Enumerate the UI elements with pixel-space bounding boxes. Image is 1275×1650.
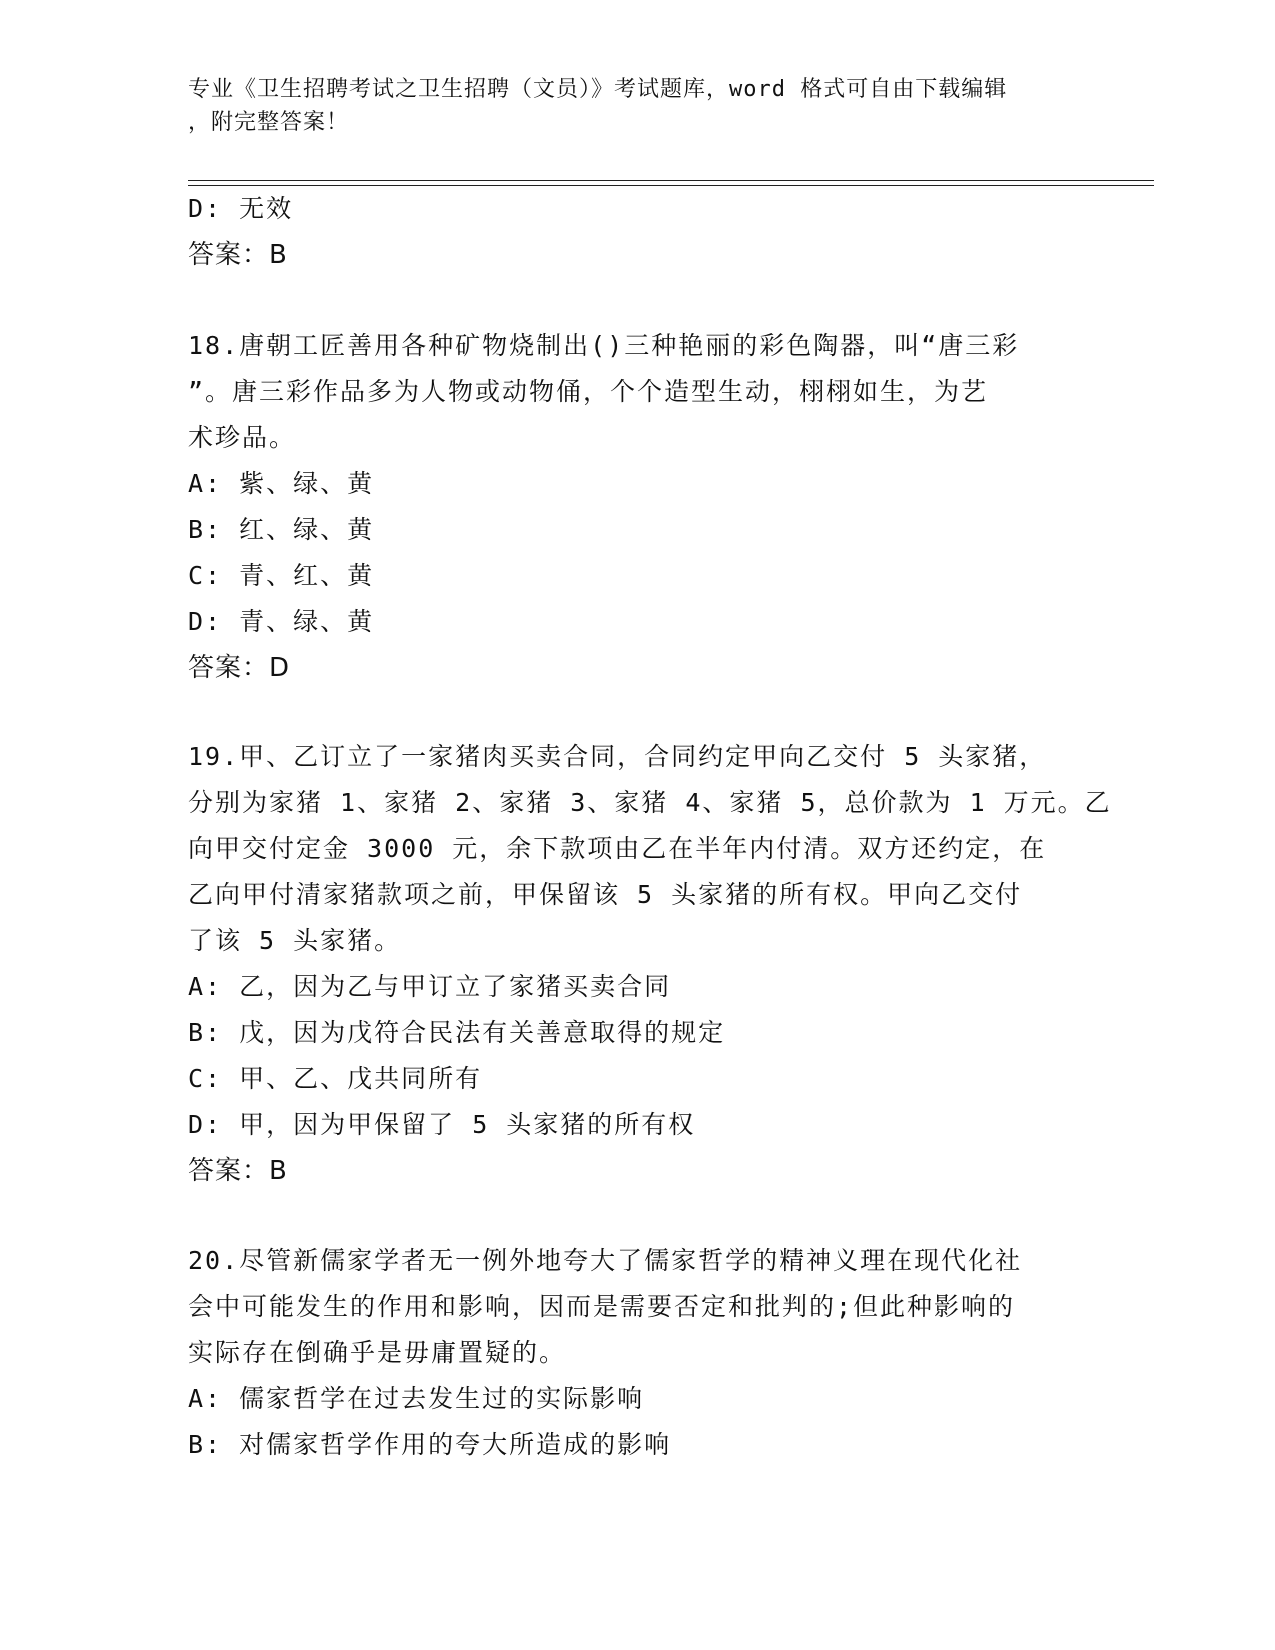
option-b: B: 红、绿、黄 xyxy=(188,515,375,544)
question-stem-line: 了该 5 头家猪。 xyxy=(188,926,402,955)
question-stem-line: 会中可能发生的作用和影响，因而是需要否定和批判的;但此种影响的 xyxy=(188,1292,1016,1321)
question-stem-line: 20.尽管新儒家学者无一例外地夸大了儒家哲学的精神义理在现代化社 xyxy=(188,1246,1023,1275)
option-c: C: 青、红、黄 xyxy=(188,561,375,590)
document-header xyxy=(188,73,1068,139)
question-18 xyxy=(188,323,1088,691)
question-19 xyxy=(188,734,1112,1194)
option-a: A: 乙，因为乙与甲订立了家猪买卖合同 xyxy=(188,972,672,1001)
header-line-2: ，附完整答案！ xyxy=(188,110,350,135)
header-line-1: 专业《卫生招聘考试之卫生招聘（文员）》考试题库，word 格式可自由下载编辑 xyxy=(188,77,1008,102)
question-stem-line: 实际存在倒确乎是毋庸置疑的。 xyxy=(188,1338,567,1367)
answer-line: 答案：D xyxy=(188,653,291,683)
question-stem-line: 向甲交付定金 3000 元，余下款项由乙在半年内付清。双方还约定，在 xyxy=(188,834,1047,863)
header-divider-top xyxy=(188,180,1154,181)
option-a: A: 紫、绿、黄 xyxy=(188,469,375,498)
question-20 xyxy=(188,1238,1088,1468)
option-d: D: 青、绿、黄 xyxy=(188,607,375,636)
question-17-tail xyxy=(188,186,1088,278)
answer-line: 答案：B xyxy=(188,240,288,270)
option-a: A: 儒家哲学在过去发生过的实际影响 xyxy=(188,1384,645,1413)
option-b: B: 戊，因为戊符合民法有关善意取得的规定 xyxy=(188,1018,726,1047)
question-stem-line: 19.甲、乙订立了一家猪肉买卖合同，合同约定甲向乙交付 5 头家猪， xyxy=(188,742,1047,771)
option-c: C: 甲、乙、戊共同所有 xyxy=(188,1064,483,1093)
answer-line: 答案：B xyxy=(188,1156,288,1186)
option-b: B: 对儒家哲学作用的夸大所造成的影响 xyxy=(188,1430,672,1459)
question-stem-line: ”。唐三彩作品多为人物或动物俑，个个造型生动，栩栩如生，为艺 xyxy=(188,377,989,406)
option-d: D: 无效 xyxy=(188,194,294,223)
question-stem-line: 乙向甲付清家猪款项之前，甲保留该 5 头家猪的所有权。甲向乙交付 xyxy=(188,880,1023,909)
question-stem-line: 分别为家猪 1、家猪 2、家猪 3、家猪 4、家猪 5，总价款为 1 万元。乙 xyxy=(188,788,1112,817)
option-d: D: 甲，因为甲保留了 5 头家猪的所有权 xyxy=(188,1110,696,1139)
question-stem-line: 18.唐朝工匠善用各种矿物烧制出()三种艳丽的彩色陶器，叫“唐三彩 xyxy=(188,331,1020,360)
question-stem-line: 术珍品。 xyxy=(188,423,297,452)
